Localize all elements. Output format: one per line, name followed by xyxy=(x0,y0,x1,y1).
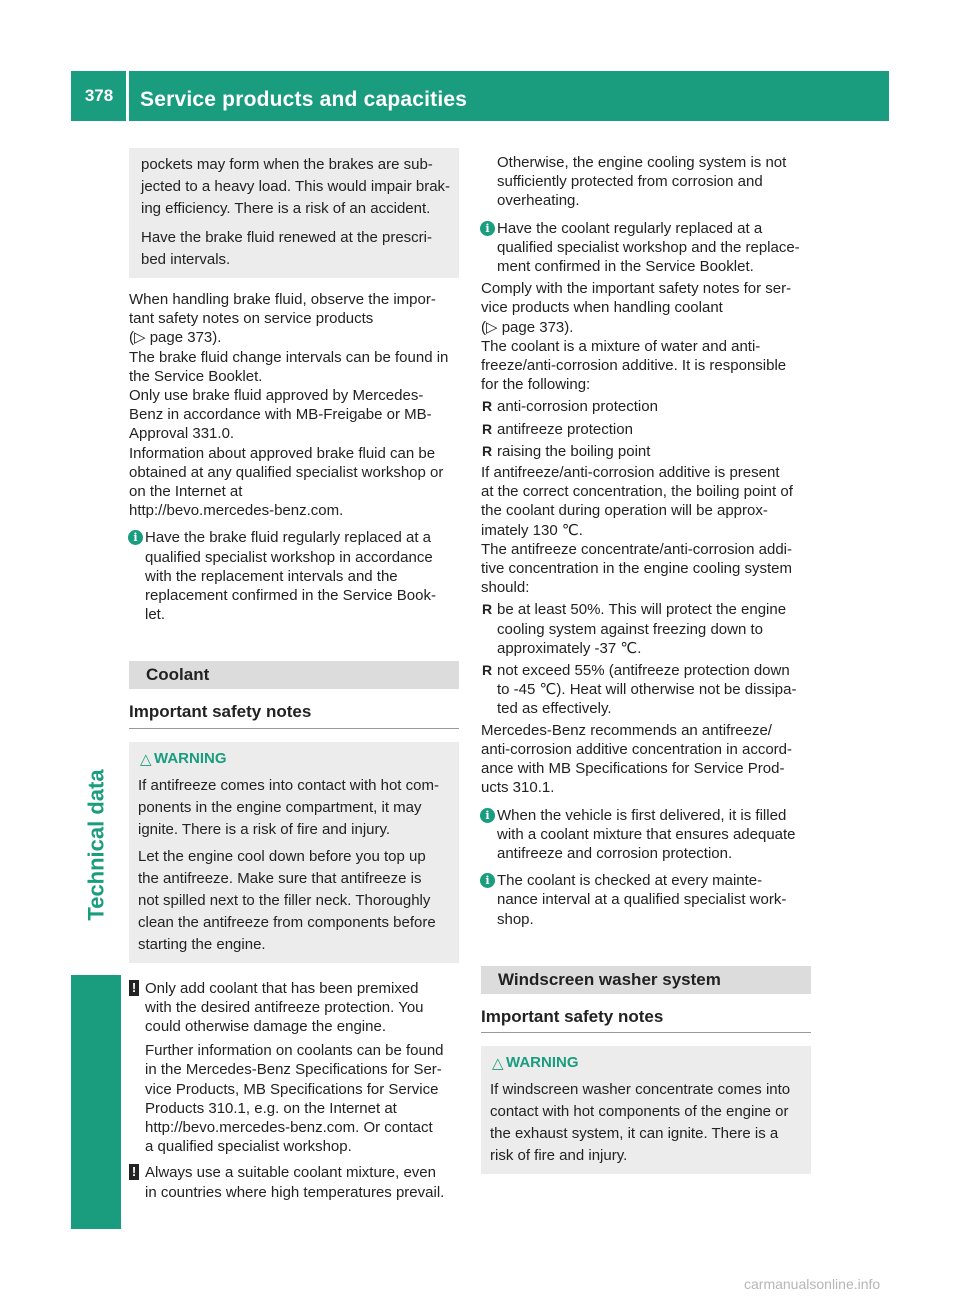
subsection-title: Important safety notes xyxy=(481,994,811,1033)
text-line: with the replacement intervals and the xyxy=(145,567,398,585)
warning-triangle-icon: △ xyxy=(140,750,152,768)
text-line: The brake fluid change intervals can be found in xyxy=(129,348,449,366)
text-line: ment confirmed in the Service Booklet. xyxy=(497,258,754,276)
text-line: Have the brake fluid renewed at the prescri- xyxy=(141,229,432,246)
bullet-icon: R xyxy=(482,601,493,618)
text-line: If antifreeze comes into contact with hot com- xyxy=(138,776,439,794)
page-number: 378 xyxy=(84,86,114,105)
text-line: sufficiently protected from corrosion and xyxy=(497,173,763,191)
list-item xyxy=(481,442,811,461)
text-line: ance with MB Specifications for Service Prod- xyxy=(481,760,785,778)
list-item xyxy=(481,661,811,719)
paragraph xyxy=(481,463,811,540)
info-icon: i xyxy=(480,221,495,236)
warning-para xyxy=(138,775,451,841)
text-line: Only add coolant that has been premixed xyxy=(145,979,419,997)
page-title: Service products and capacities xyxy=(140,88,468,111)
info-icon: i xyxy=(128,530,143,545)
list-item-text xyxy=(497,397,811,416)
intro-para-1 xyxy=(141,154,451,220)
text-line: Products 310.1, e.g. on the Internet at xyxy=(145,1099,397,1117)
text-line: ing efficiency. There is a risk of an accident. xyxy=(141,200,431,217)
text-line: ignite. There is a risk of fire and injury. xyxy=(138,820,391,838)
warning-para xyxy=(138,846,451,956)
info-note-text xyxy=(497,871,811,929)
text-line: risk of fire and injury. xyxy=(490,1146,628,1164)
paragraph xyxy=(129,348,459,386)
text-line: the antifreeze. Make sure that antifreeze is xyxy=(138,869,422,887)
side-tab-block xyxy=(71,975,121,1229)
text-line: anti-corrosion protection xyxy=(497,398,658,416)
info-note-text xyxy=(497,219,811,277)
section-title-windscreen-washer: Windscreen washer system xyxy=(481,966,811,994)
text-line: The antifreeze concentrate/anti-corrosion addi- xyxy=(481,540,793,558)
bullet-list xyxy=(481,397,811,461)
notice xyxy=(129,979,459,1157)
info-note-text xyxy=(497,806,811,864)
left-column xyxy=(129,148,459,1202)
text-line: vice Products, MB Specifications for Service xyxy=(145,1080,439,1098)
list-item xyxy=(481,397,811,416)
text-line: http://bevo.mercedes-benz.com. xyxy=(129,502,344,520)
text-line: If antifreeze/anti-corrosion additive is present xyxy=(481,464,780,482)
paragraph xyxy=(129,290,459,348)
text-line: Have the brake fluid regularly replaced at a xyxy=(145,529,431,547)
text-line: imately 130 ℃. xyxy=(481,521,583,539)
warning-para xyxy=(490,1079,803,1167)
text-line: with the desired antifreeze protection. You xyxy=(145,998,424,1016)
text-line: qualified specialist workshop and the replace- xyxy=(497,238,800,256)
text-line: approximately -37 ℃. xyxy=(497,639,642,657)
warning-title xyxy=(138,748,451,770)
text-line: Otherwise, the engine cooling system is not xyxy=(497,154,787,171)
text-line: clean the antifreeze from components before xyxy=(138,913,436,931)
text-line: for the following: xyxy=(481,376,591,394)
text-line: The coolant is checked at every mainte- xyxy=(497,872,763,890)
text-line: Mercedes-Benz recommends an antifreeze/ xyxy=(481,721,772,739)
paragraph xyxy=(481,540,811,598)
info-note-text xyxy=(145,528,459,624)
text-line: to -45 ℃). Heat will otherwise not be dissipa- xyxy=(497,681,797,699)
text-line: be at least 50%. This will protect the engine xyxy=(497,601,787,619)
text-line: obtained at any qualified specialist workshop or xyxy=(129,463,444,481)
list-item-text xyxy=(497,600,811,658)
text-line: overheating. xyxy=(497,192,580,210)
text-line: not spilled next to the filler neck. Thoroughly xyxy=(138,891,431,909)
text-line: with a coolant mixture that ensures adequate xyxy=(497,825,796,843)
text-line: should: xyxy=(481,579,530,597)
text-line: let. xyxy=(145,606,166,624)
text-line: the Service Booklet. xyxy=(129,367,263,385)
list-item xyxy=(481,600,811,658)
text-line: ted as effectively. xyxy=(497,700,612,718)
side-tab-label: Technical data xyxy=(83,769,109,921)
info-icon: i xyxy=(480,873,495,888)
notice xyxy=(129,1163,459,1201)
text-line: If windscreen washer concentrate comes into xyxy=(490,1080,791,1098)
continued-text xyxy=(481,153,811,211)
text-line: not exceed 55% (antifreeze protection down xyxy=(497,662,790,680)
exclamation-icon: ! xyxy=(129,980,139,996)
text-line: pockets may form when the brakes are sub- xyxy=(141,156,433,173)
paragraph xyxy=(481,337,811,395)
text-line: replacement confirmed in the Service Book- xyxy=(145,587,436,605)
text-line: When handling brake fluid, observe the impor- xyxy=(129,291,436,308)
text-line: anti-corrosion additive concentration in accord- xyxy=(481,740,792,758)
list-item-text xyxy=(497,420,811,439)
info-note xyxy=(481,871,811,929)
list-item xyxy=(481,420,811,439)
notice-text xyxy=(145,1041,459,1156)
text-line: ponents in the engine compartment, it may xyxy=(138,798,422,816)
text-line: in countries where high temperatures prevail. xyxy=(145,1183,445,1201)
bullet-icon: R xyxy=(482,442,493,459)
text-line: (▷ page 373). xyxy=(481,318,574,336)
text-line: http://bevo.mercedes-benz.com. Or contact xyxy=(145,1119,433,1137)
text-line: Only use brake fluid approved by Mercedes- xyxy=(129,387,424,405)
info-note xyxy=(129,528,459,624)
text-line: jected to a heavy load. This would impair brak- xyxy=(141,178,451,195)
text-line: could otherwise damage the engine. xyxy=(145,1018,386,1036)
text-line: a qualified specialist workshop. xyxy=(145,1138,352,1156)
text-line: starting the engine. xyxy=(138,935,266,953)
text-line: Approval 331.0. xyxy=(129,425,235,443)
text-line: freeze/anti-corrosion additive. It is responsible xyxy=(481,357,787,375)
intro-para-2 xyxy=(141,227,451,271)
info-note xyxy=(481,219,811,277)
paragraph xyxy=(481,721,811,798)
text-line: the coolant during operation will be approx- xyxy=(481,502,768,520)
bullet-icon: R xyxy=(482,420,493,437)
list-item-text xyxy=(497,442,811,461)
text-line: The coolant is a mixture of water and anti- xyxy=(481,337,761,355)
text-line: Let the engine cool down before you top up xyxy=(138,847,426,865)
notice-text xyxy=(145,979,459,1037)
text-line: cooling system against freezing down to xyxy=(497,620,763,638)
warning-box xyxy=(481,1046,811,1174)
text-line: nance interval at a qualified specialist work- xyxy=(497,891,787,909)
text-line: Further information on coolants can be found xyxy=(145,1042,444,1060)
text-line: the exhaust system, it can ignite. There is a xyxy=(490,1124,779,1142)
text-line: in the Mercedes-Benz Specifications for Ser- xyxy=(145,1061,442,1079)
text-line: tive concentration in the engine cooling system xyxy=(481,560,793,578)
text-line: bed intervals. xyxy=(141,251,231,268)
text-line: (▷ page 373). xyxy=(129,329,222,347)
paragraph xyxy=(129,386,459,444)
text-line: Information about approved brake fluid can be xyxy=(129,444,436,462)
text-line: tant safety notes on service products xyxy=(129,310,374,328)
bullet-icon: R xyxy=(482,662,493,679)
text-line: contact with hot components of the engine or xyxy=(490,1102,789,1120)
text-line: at the correct concentration, the boiling point of xyxy=(481,483,793,501)
bullet-list xyxy=(481,600,811,718)
text-line: Have the coolant regularly replaced at a xyxy=(497,219,763,237)
watermark: carmanualsonline.info xyxy=(744,1276,881,1292)
warning-box xyxy=(129,742,459,963)
text-line: antifreeze and corrosion protection. xyxy=(497,844,733,862)
list-item-text xyxy=(497,661,811,719)
bullet-icon: R xyxy=(482,398,493,415)
text-line: antifreeze protection xyxy=(497,420,633,438)
text-line: on the Internet at xyxy=(129,483,243,501)
text-line: Comply with the important safety notes for ser- xyxy=(481,280,792,298)
warning-title-text: WARNING xyxy=(506,1053,579,1071)
warning-triangle-icon: △ xyxy=(492,1054,504,1072)
warning-title-text: WARNING xyxy=(154,749,227,767)
intro-box xyxy=(129,148,459,278)
paragraph xyxy=(481,279,811,337)
text-line: shop. xyxy=(497,910,534,928)
info-note xyxy=(481,806,811,864)
right-column xyxy=(481,148,811,1174)
text-line: vice products when handling coolant xyxy=(481,299,723,317)
text-line: ucts 310.1. xyxy=(481,779,555,797)
text-line: When the vehicle is first delivered, it is filled xyxy=(497,806,787,824)
warning-title xyxy=(490,1052,803,1074)
text-line: qualified specialist workshop in accordance xyxy=(145,548,433,566)
text-line: raising the boiling point xyxy=(497,442,651,460)
text-line: Benz in accordance with MB-Freigabe or MB- xyxy=(129,406,432,424)
subsection-title: Important safety notes xyxy=(129,689,459,728)
section-title-coolant: Coolant xyxy=(129,661,459,689)
exclamation-icon: ! xyxy=(129,1164,139,1180)
info-icon: i xyxy=(480,808,495,823)
text-line: Always use a suitable coolant mixture, even xyxy=(145,1164,436,1182)
notice-text xyxy=(145,1163,459,1201)
paragraph xyxy=(129,444,459,521)
header-divider xyxy=(126,71,129,121)
